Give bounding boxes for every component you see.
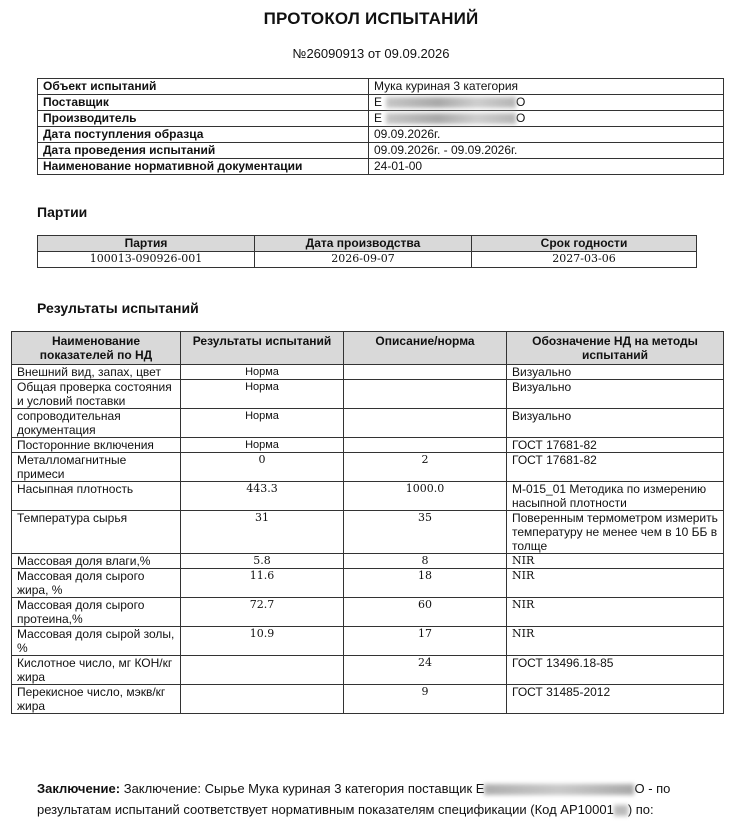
info-label: Производитель [38, 111, 369, 127]
conclusion-text-a: Заключение: Сырье Мука куриная 3 категория поставщик Е [123, 781, 485, 796]
result-value [181, 656, 344, 685]
info-label: Объект испытаний [38, 79, 369, 95]
result-col-header: Результаты испытаний [181, 332, 344, 365]
table-row [12, 554, 724, 569]
info-value [369, 111, 724, 127]
norm-value [344, 380, 507, 409]
info-value-tail: О [516, 95, 526, 109]
norm-value: 9 [344, 685, 507, 714]
indicator-name: Массовая доля сырого жира, % [12, 569, 181, 598]
indicator-name: Массовая доля сырой золы, % [12, 627, 181, 656]
table-row [12, 627, 724, 656]
object-info-table [37, 78, 724, 175]
method-value: Поверенным термометром измерить температуру не менее чем в 10 ББ в толще [507, 511, 724, 554]
method-value: ГОСТ 13496.18-85 [507, 656, 724, 685]
info-value [369, 127, 724, 143]
batches-table [37, 235, 697, 268]
result-value: 0 [181, 453, 344, 482]
indicator-name: Массовая доля влаги,% [12, 554, 181, 569]
info-label: Дата поступления образца [38, 127, 369, 143]
table-row [12, 569, 724, 598]
indicator-name: Металломагнитные примеси [12, 453, 181, 482]
table-row [38, 127, 724, 143]
indicator-col-header: Наименование показателей по НД [12, 332, 181, 365]
norm-value: 60 [344, 598, 507, 627]
result-value: Норма [181, 380, 344, 409]
info-value-text: 09.09.2026г. [374, 127, 441, 141]
indicator-name: Массовая доля сырого протеина,% [12, 598, 181, 627]
table-row [38, 95, 724, 111]
table-row [12, 598, 724, 627]
batches-heading: Партии [37, 204, 88, 220]
production-date: 2026-09-07 [255, 252, 472, 268]
method-value: NIR [507, 627, 724, 656]
method-value: NIR [507, 598, 724, 627]
method-col-header: Обозначение НД на методы испытаний [507, 332, 724, 365]
table-row [38, 252, 697, 268]
info-value [369, 143, 724, 159]
table-row [38, 143, 724, 159]
table-row [38, 79, 724, 95]
result-value: 11.6 [181, 569, 344, 598]
info-value-text: Мука куриная 3 категория [374, 79, 519, 93]
table-row [38, 111, 724, 127]
table-row [12, 365, 724, 380]
batch-col-header: Партия [38, 236, 255, 252]
result-value: Норма [181, 365, 344, 380]
results-heading: Результаты испытаний [37, 300, 199, 316]
norm-value [344, 438, 507, 453]
info-value-tail: О [516, 111, 526, 125]
norm-value: 2 [344, 453, 507, 482]
protocol-title: ПРОТОКОЛ ИСПЫТАНИЙ [263, 9, 479, 28]
result-value: 443.3 [181, 482, 344, 511]
results-table [11, 331, 724, 714]
info-value [369, 95, 724, 111]
norm-value [344, 409, 507, 438]
info-label: Дата проведения испытаний [38, 143, 369, 159]
redacted-name-blur [386, 97, 516, 108]
table-row [12, 409, 724, 438]
method-value: ГОСТ 31485-2012 [507, 685, 724, 714]
redacted-name-blur [386, 113, 516, 124]
table-row [12, 656, 724, 685]
table-row [12, 482, 724, 511]
conclusion-text-c: ) по: [627, 802, 654, 817]
info-value [369, 79, 724, 95]
result-value: 10.9 [181, 627, 344, 656]
conclusion [37, 778, 717, 820]
norm-value: 17 [344, 627, 507, 656]
norm-col-header: Описание/норма [344, 332, 507, 365]
result-value: 31 [181, 511, 344, 554]
table-row [12, 380, 724, 409]
info-value-text: Е [374, 95, 383, 109]
table-row [12, 685, 724, 714]
norm-value [344, 365, 507, 380]
info-label: Поставщик [38, 95, 369, 111]
result-value: 72.7 [181, 598, 344, 627]
info-value-text: Е [374, 111, 383, 125]
norm-value: 1000.0 [344, 482, 507, 511]
batch-id: 100013-090926-001 [38, 252, 255, 268]
expiry-date-col-header: Срок годности [472, 236, 697, 252]
table-row [38, 159, 724, 175]
conclusion-label: Заключение: [37, 781, 121, 796]
method-value: Визуально [507, 380, 724, 409]
method-value: Визуально [507, 409, 724, 438]
redacted-supplier-blur [484, 784, 634, 795]
indicator-name: сопроводительная документация [12, 409, 181, 438]
method-value: Визуально [507, 365, 724, 380]
redacted-code-blur [614, 805, 628, 816]
info-value-text: 09.09.2026г. - 09.09.2026г. [374, 143, 518, 157]
indicator-name: Перекисное число, мэкв/кг жира [12, 685, 181, 714]
result-value: Норма [181, 438, 344, 453]
protocol-number: №26090913 от 09.09.2026 [292, 46, 450, 61]
method-value: ГОСТ 17681-82 [507, 438, 724, 453]
info-value-text: 24-01-00 [374, 159, 423, 173]
indicator-name: Кислотное число, мг КОН/кг жира [12, 656, 181, 685]
norm-value: 8 [344, 554, 507, 569]
table-row [12, 438, 724, 453]
result-value: Норма [181, 409, 344, 438]
indicator-name: Посторонние включения [12, 438, 181, 453]
norm-value: 18 [344, 569, 507, 598]
result-value: 5.8 [181, 554, 344, 569]
norm-value: 24 [344, 656, 507, 685]
method-value: NIR [507, 569, 724, 598]
indicator-name: Внешний вид, запах, цвет [12, 365, 181, 380]
info-value [369, 159, 724, 175]
indicator-name: Насыпная плотность [12, 482, 181, 511]
norm-value: 35 [344, 511, 507, 554]
conclusion-text-b: О - по результатам испытаний соответствует нормативным показателям спецификации (Код АР10001 [37, 781, 671, 817]
indicator-name: Температура сырья [12, 511, 181, 554]
method-value: ГОСТ 17681-82 [507, 453, 724, 482]
table-row [12, 511, 724, 554]
production-date-col-header: Дата производства [255, 236, 472, 252]
method-value: NIR [507, 554, 724, 569]
info-label: Наименование нормативной документации [38, 159, 369, 175]
result-value [181, 685, 344, 714]
table-row [12, 453, 724, 482]
method-value: М-015_01 Методика по измерению насыпной плотности [507, 482, 724, 511]
expiry-date: 2027-03-06 [472, 252, 697, 268]
indicator-name: Общая проверка состояния и условий поставки [12, 380, 181, 409]
